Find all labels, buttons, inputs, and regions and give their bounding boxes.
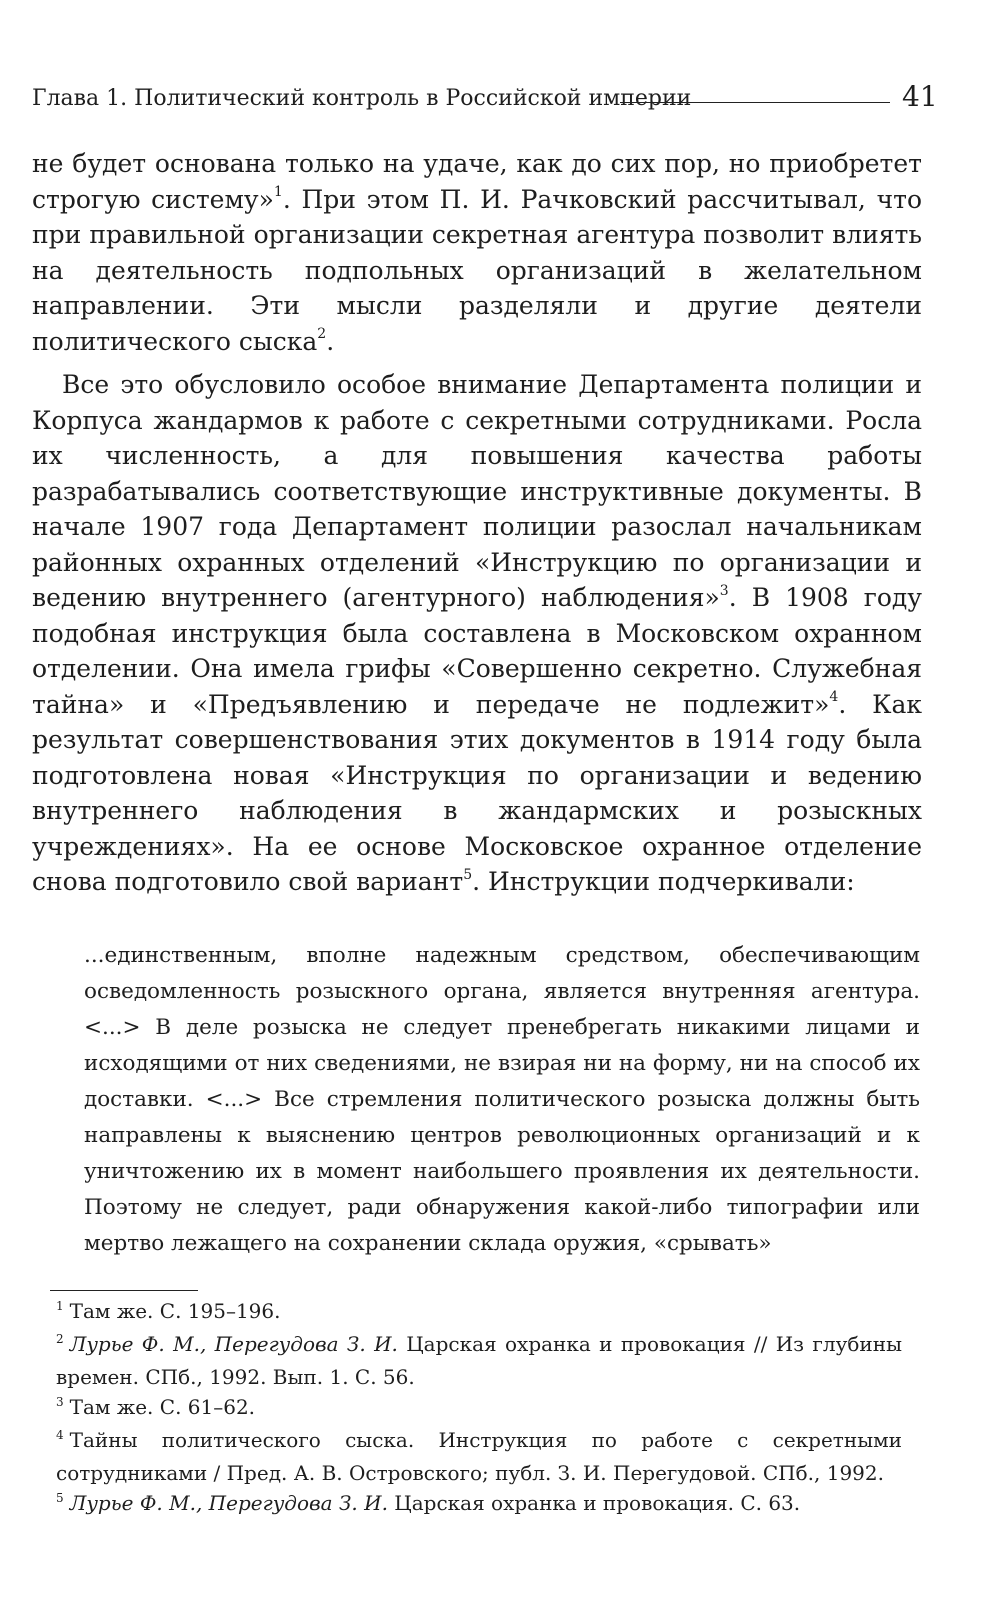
paragraph-2-text-b: . В 1908 году подобная инструкция была составлена в Московском охранном отделении. Она имела грифы «Совершенно секретно. Служебная тайна» и «Предъявлению и передаче не подлежит» <box>32 583 922 719</box>
footnote-1 <box>56 1296 902 1329</box>
footnote-5 <box>56 1488 902 1521</box>
footnote-5-author: Лурье Ф. М., Перегудова З. И. <box>69 1491 388 1515</box>
footnote-4-text: Тайны политического сыска. Инструкция по работе с секретными сотрудниками / Пред. А. В. Островского; публ. З. И. Перегудовой. СПб., 1992. <box>56 1428 902 1485</box>
paragraph-1-text-b: . При этом П. И. Рачковский рассчитывал, что при правильной организации секретная агентура позволит влиять на деятельность подпольных организаций в желательном направлении. Эти мысли разделяли и другие деятели политического сыска <box>32 184 922 356</box>
footnote-ref-2: 2 <box>317 326 327 343</box>
footnote-4 <box>56 1425 902 1488</box>
quote-text: ...единственным, вполне надежным средством, обеспечивающим осведомленность розыскного органа, является внутренняя агентура. <...> В деле розыска не следует пренебрегать никакими лицами и исходящими от них сведениями, не взирая ни на форму, ни на способ их доставки. <...> Все стремления политического розыска должны быть направлены к выяснению центров революционных организаций и к уничтожению их в момент наибольшего проявления их деятельности. Поэтому не следует, ради обнаружения какой-либо типографии или мертво лежащего на сохранении склада оружия, «срывать» <box>84 943 920 1256</box>
footnote-ref-1: 1 <box>273 184 283 201</box>
footnote-ref-3: 3 <box>719 582 729 599</box>
footnote-2 <box>56 1329 902 1392</box>
chapter-title: Глава 1. Политический контроль в Российской империи <box>32 86 692 111</box>
footnote-5-mark: 5 <box>56 1491 64 1505</box>
footnote-3-text: Там же. С. 61–62. <box>69 1395 256 1419</box>
footnotes <box>56 1296 902 1521</box>
paragraph-2-text-d: . Инструкции подчеркивали: <box>472 867 855 896</box>
footnote-1-mark: 1 <box>56 1299 64 1313</box>
page-number: 41 <box>902 80 938 113</box>
footnote-5-text: Царская охранка и провокация. С. 63. <box>387 1491 801 1515</box>
paragraph-1-text-c: . <box>326 326 335 356</box>
paragraph-2 <box>32 367 922 900</box>
footnote-1-text: Там же. С. 195–196. <box>69 1299 281 1323</box>
paragraph-2-text-c: . Как результат совершенствования этих документов в 1914 году была подготовлена новая «Инструкция по организации и ведению внутреннего наблюдения в жандармских и розыскных учреждениях». На ее основе Московское охранное отделение снова подготовило свой вариант <box>32 689 922 896</box>
paragraph-2-text-a: Все это обусловило особое внимание Департамента полиции и Корпуса жандармов к работе с секретными сотрудниками. Росла их численность, а для повышения качества работы разрабатывались соответствующие инструктивные документы. В начале 1907 года Департамент полиции разослал начальникам районных охранных отделений «Инструкцию по организации и ведению внутреннего (агентурного) наблюдения» <box>32 370 922 612</box>
running-header <box>32 78 938 118</box>
footnote-2-text: Царская охранка и провокация // Из глубины времен. СПб., 1992. Вып. 1. С. 56. <box>56 1332 902 1389</box>
footnote-4-mark: 4 <box>56 1428 64 1442</box>
footnote-3 <box>56 1392 902 1425</box>
block-quote <box>84 938 920 1262</box>
main-text <box>32 146 922 900</box>
footnote-ref-4: 4 <box>829 689 839 706</box>
footnote-2-author: Лурье Ф. М., Перегудова З. И. <box>69 1332 398 1356</box>
footnote-ref-5: 5 <box>463 866 473 883</box>
paragraph-1-text-a: не будет основана только на удаче, как до сих пор, но приобретет строгую систему» <box>32 149 922 214</box>
footnote-rule <box>50 1290 198 1291</box>
header-rule <box>620 102 890 103</box>
paragraph-1 <box>32 146 922 359</box>
footnote-2-mark: 2 <box>56 1332 64 1346</box>
footnote-3-mark: 3 <box>56 1395 64 1409</box>
